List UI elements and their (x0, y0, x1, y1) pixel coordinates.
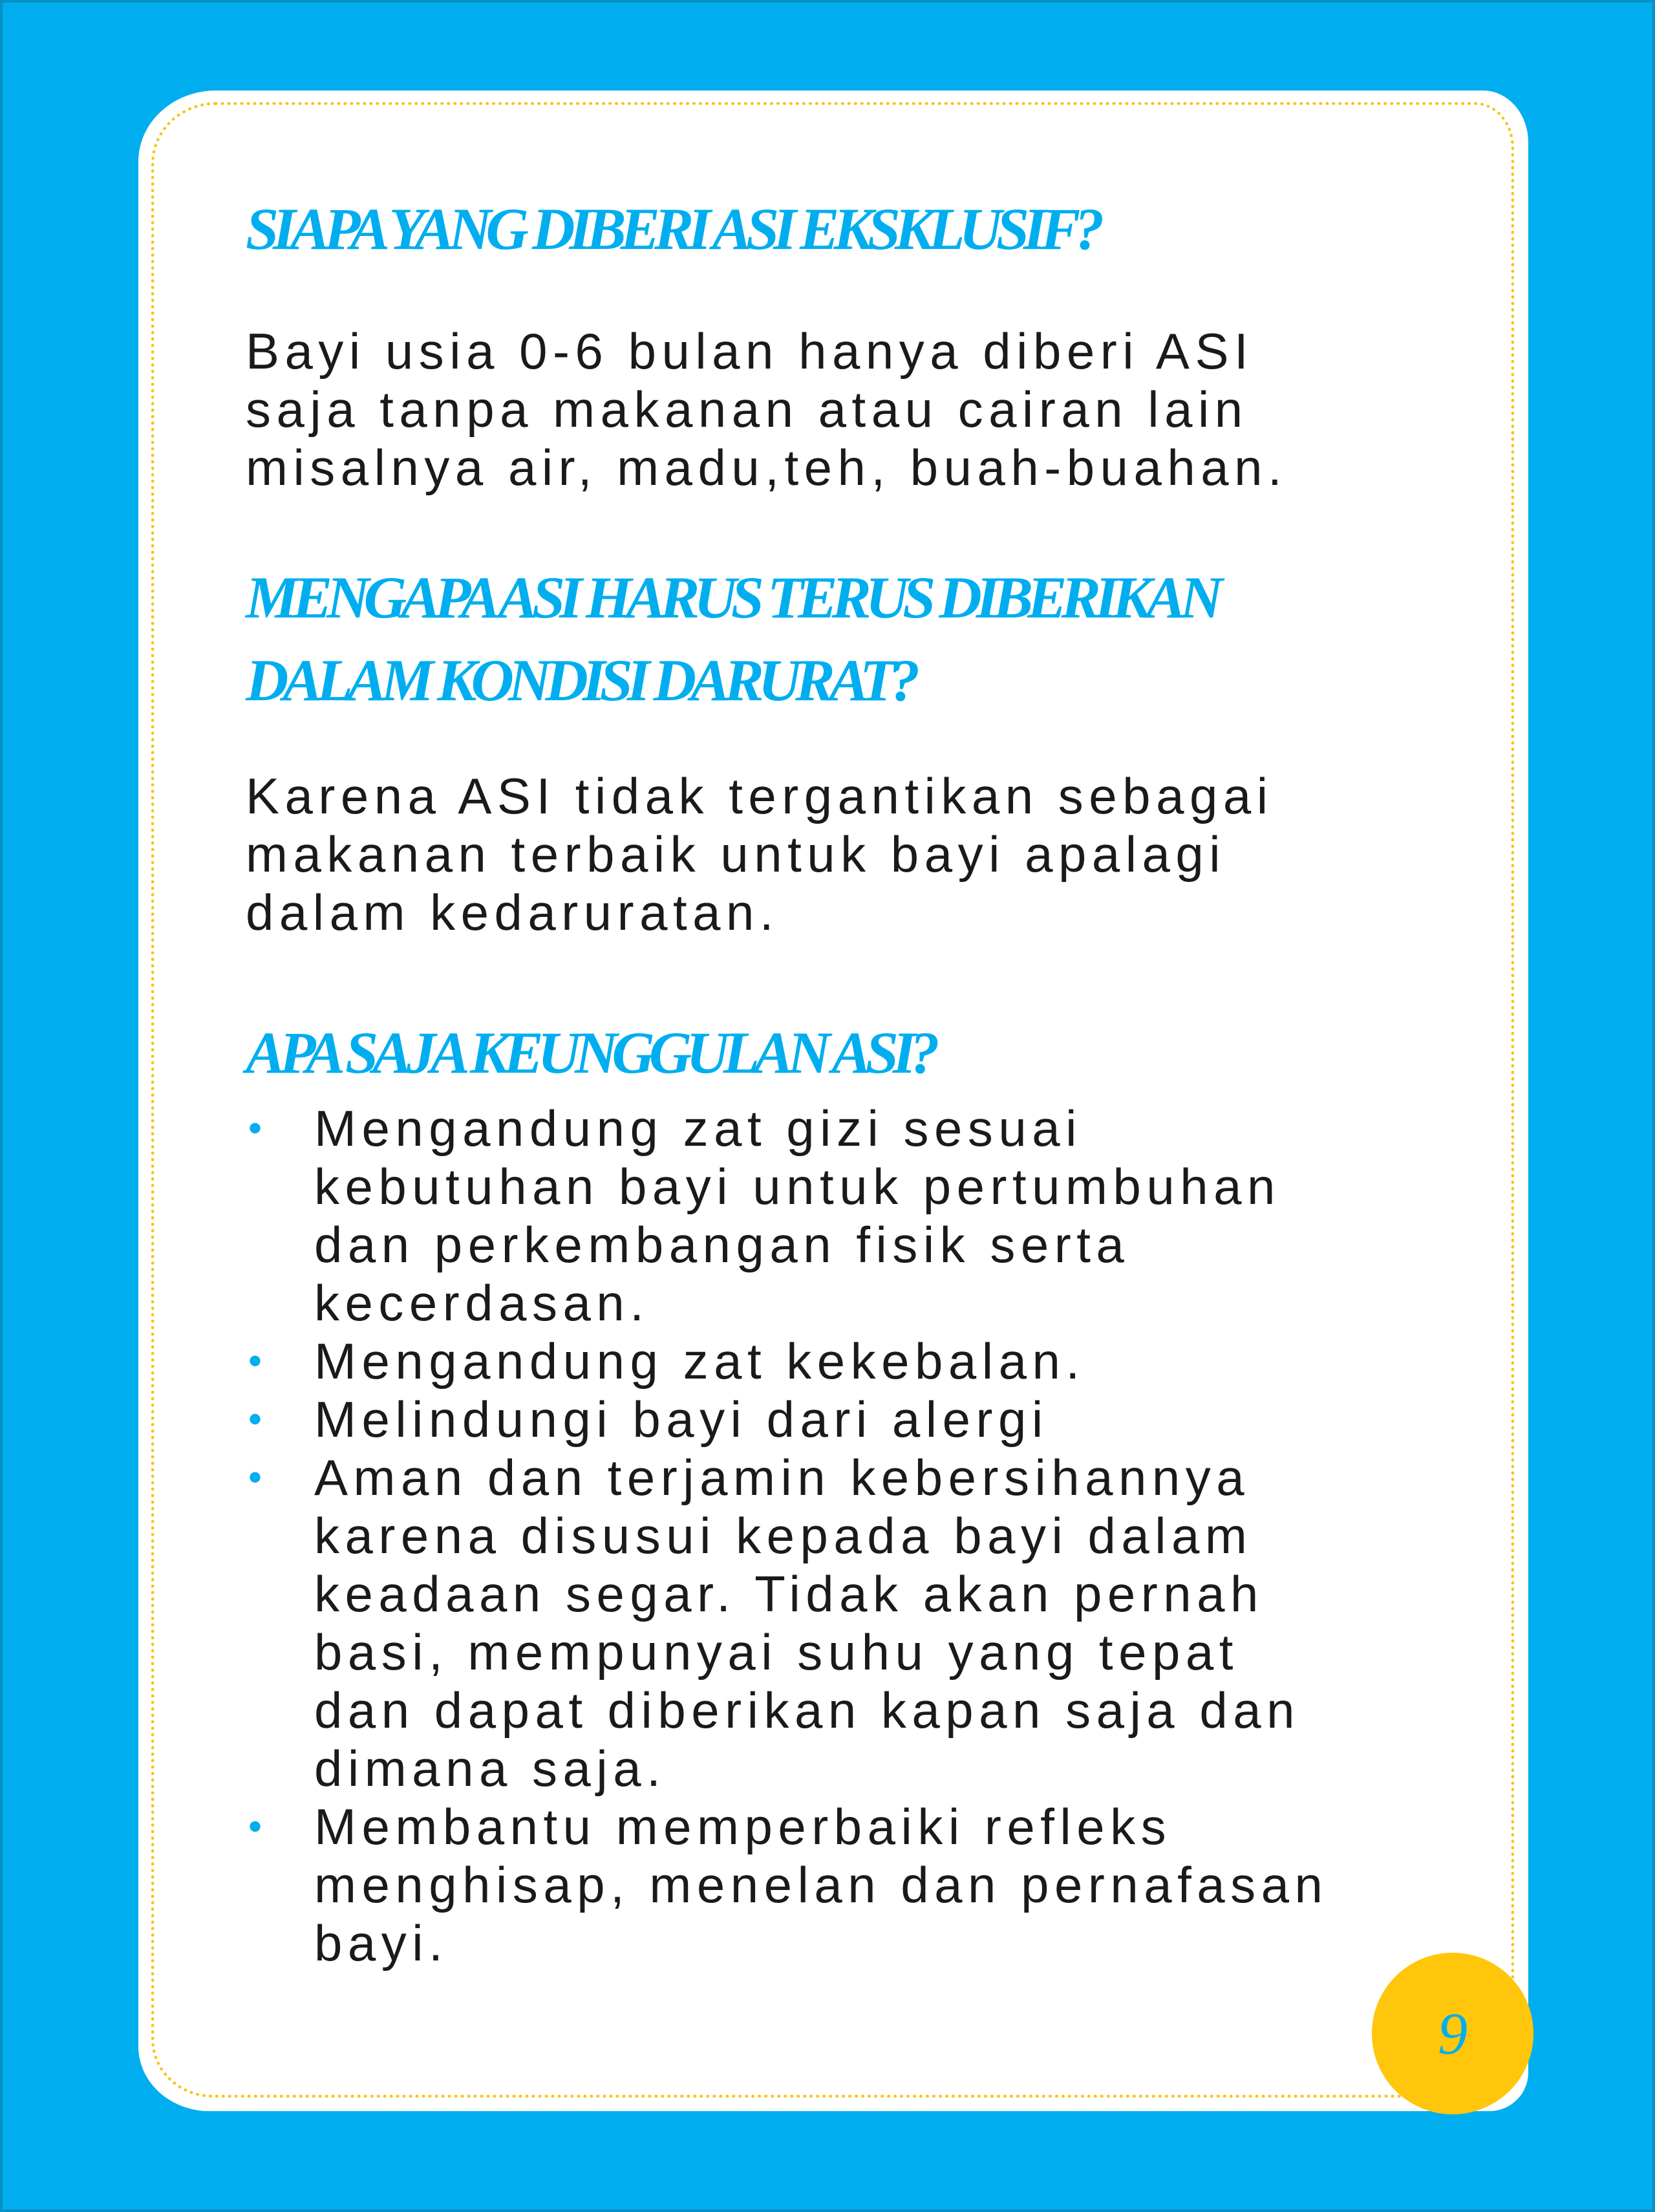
list-item (246, 1448, 1474, 1798)
bullet-icon: • (248, 1397, 262, 1441)
heading-line: APA SAJA KEUNGGULAN ASI? (246, 1020, 934, 1086)
page-number: 9 (1438, 2001, 1468, 2067)
paragraph-line: Bayi usia 0-6 bulan hanya diberi ASI (246, 323, 1254, 380)
list-item-line: Mengandung zat kekebalan. (314, 1333, 1085, 1390)
paragraph-line: saja tanpa makanan atau cairan lain (246, 381, 1248, 438)
section-heading-why (246, 556, 1474, 722)
section-paragraph-why (246, 767, 1474, 941)
page-content (246, 188, 1474, 1972)
heading-line: SIAPA YANG DIBERI ASI EKSKLUSIF? (246, 196, 1099, 262)
section-heading-advantages (246, 1011, 1474, 1094)
list-item-line: keadaan segar. Tidak akan pernah (314, 1565, 1264, 1622)
list-item-line: kecerdasan. (314, 1274, 650, 1331)
bullet-icon: • (248, 1339, 262, 1382)
list-item-line: dan dapat diberikan kapan saja dan (314, 1682, 1300, 1739)
bullet-icon: • (248, 1805, 262, 1848)
list-item-line: dimana saja. (314, 1740, 667, 1797)
section-heading-who (246, 188, 1474, 270)
list-item-line: bayi. (314, 1915, 449, 1971)
advantages-list (246, 1099, 1474, 1972)
list-item-line: dan perkembangan fisik serta (314, 1216, 1130, 1273)
list-item-line: karena disusui kepada bayi dalam (314, 1507, 1253, 1564)
list-item-line: Membantu memperbaiki refleks (314, 1798, 1172, 1855)
list-item-line: menghisap, menelan dan pernafasan (314, 1856, 1329, 1913)
list-item-line: basi, mempunyai suhu yang tepat (314, 1624, 1239, 1680)
paragraph-line: Karena ASI tidak tergantikan sebagai (246, 768, 1274, 824)
list-item-line: Aman dan terjamin kebersihannya (314, 1449, 1250, 1506)
paragraph-line: dalam kedaruratan. (246, 884, 780, 941)
list-item-line: Melindungi bayi dari alergi (314, 1391, 1049, 1448)
page-number-badge (1372, 1953, 1533, 2114)
bullet-icon: • (248, 1455, 262, 1499)
list-item-line: kebutuhan bayi untuk pertumbuhan (314, 1158, 1281, 1215)
list-item (246, 1332, 1474, 1390)
bullet-icon: • (248, 1106, 262, 1150)
paragraph-line: makanan terbaik untuk bayi apalagi (246, 826, 1226, 883)
list-item-line: Mengandung zat gizi sesuai (314, 1100, 1082, 1157)
section-paragraph-who (246, 322, 1474, 497)
list-item (246, 1798, 1474, 1972)
list-item (246, 1099, 1474, 1332)
list-item (246, 1390, 1474, 1448)
heading-line: DALAM KONDISI DARURAT? (246, 647, 915, 713)
paragraph-line: misalnya air, madu,teh, buah-buahan. (246, 439, 1288, 496)
heading-line: MENGAPA ASI HARUS TERUS DIBERIKAN (246, 564, 1217, 630)
